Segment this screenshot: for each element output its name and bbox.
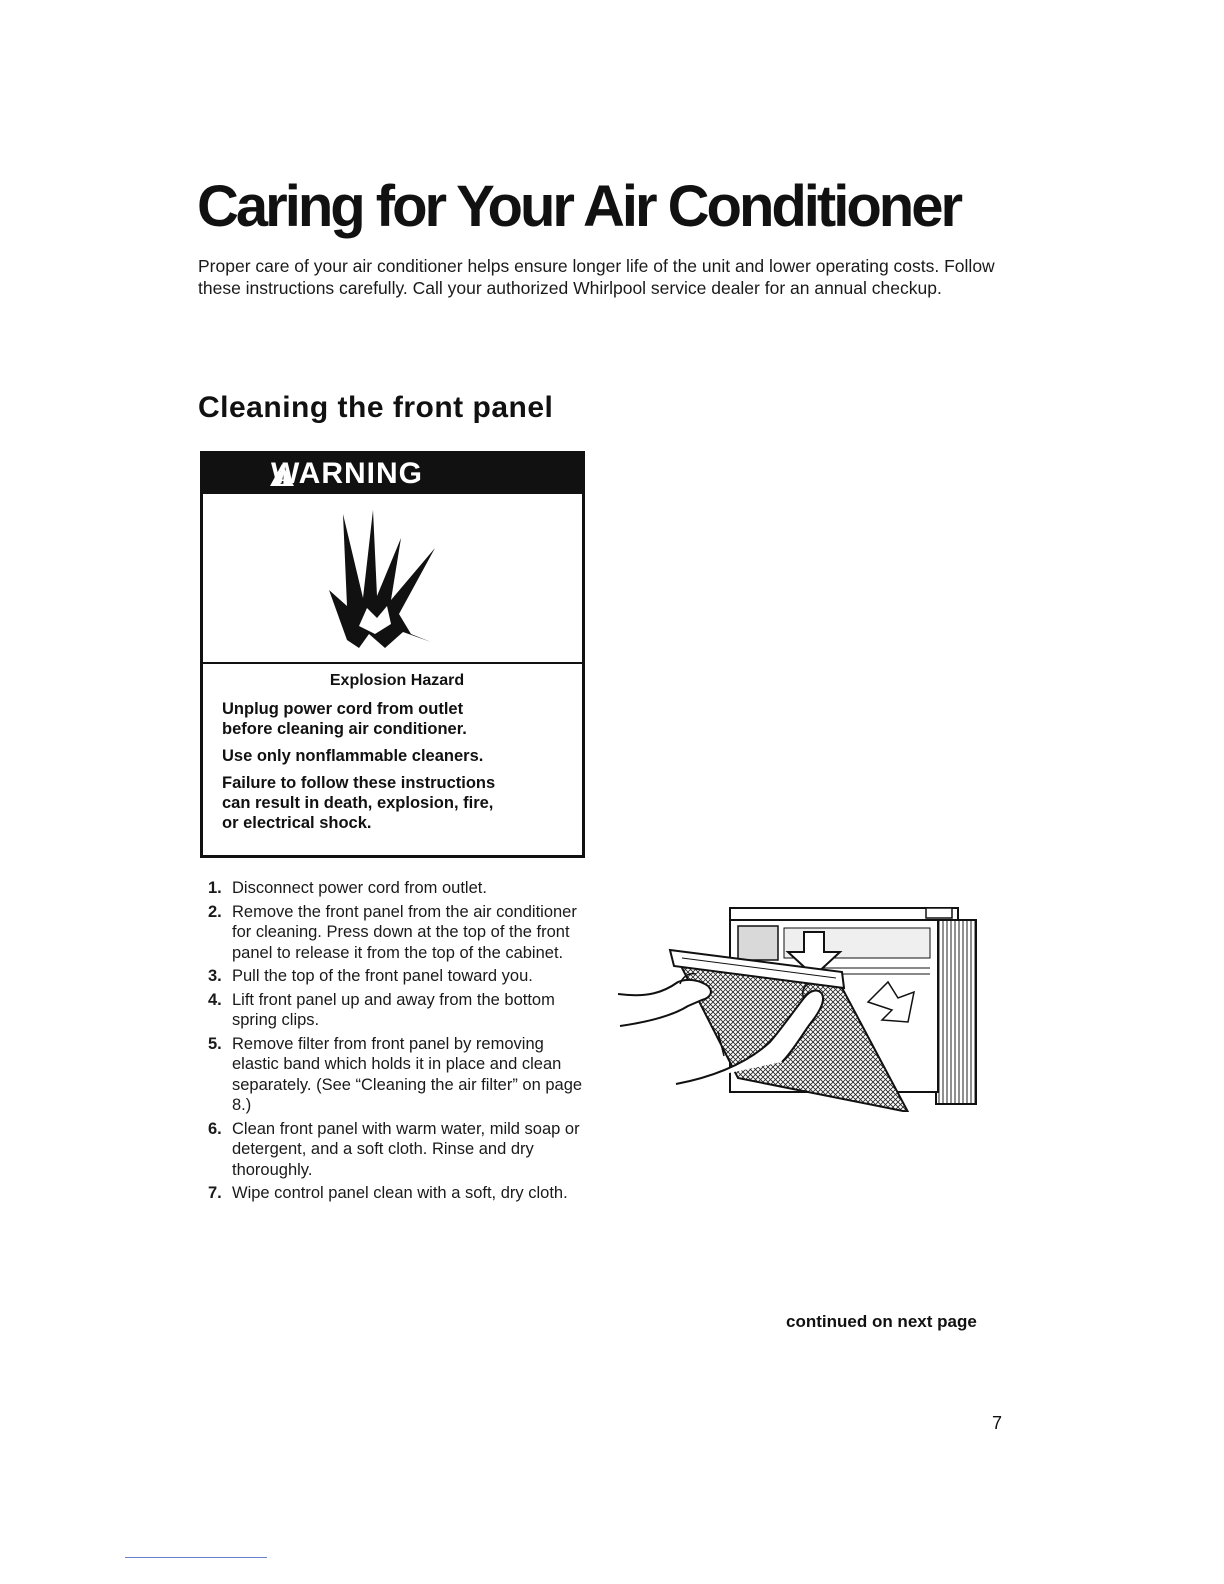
warning-title: WARNING xyxy=(271,457,423,490)
bottom-rule xyxy=(125,1557,267,1558)
step-number: 4. xyxy=(208,990,222,1009)
list-item xyxy=(208,1183,588,1204)
warning-divider xyxy=(203,662,582,664)
step-text: Lift front panel up and away from the bottom spring clips. xyxy=(232,990,555,1029)
step-number: 1. xyxy=(208,879,222,897)
page-number: 7 xyxy=(992,1413,1003,1433)
hazard-label: Explosion Hazard xyxy=(329,672,465,689)
list-item xyxy=(208,966,588,987)
list-item xyxy=(208,902,588,964)
warning-line: before cleaning air conditioner. xyxy=(222,720,467,738)
warning-line: Failure to follow these instructions xyxy=(222,774,496,792)
step-text: Disconnect power cord from outlet. xyxy=(232,879,487,897)
explosion-icon xyxy=(307,502,467,652)
continued-note: continued on next page xyxy=(786,1312,977,1331)
warning-text xyxy=(222,671,572,840)
step-text: Remove the front panel from the air conditioner for cleaning. Press down at the top of the front panel to release it from the top of the cabinet. xyxy=(232,902,577,962)
warning-line: Use only nonflammable cleaners. xyxy=(222,747,484,765)
step-number: 7. xyxy=(208,1184,222,1202)
front-panel-removal-illustration xyxy=(618,902,988,1112)
warning-paragraph xyxy=(222,746,572,766)
step-number: 2. xyxy=(208,902,222,921)
page-title: Caring for Your Air Conditioner xyxy=(197,174,961,239)
warning-line: or electrical shock. xyxy=(222,814,372,832)
warning-paragraph xyxy=(222,699,572,739)
list-item xyxy=(208,990,588,1031)
list-item xyxy=(208,1119,588,1181)
step-text: Wipe control panel clean with a soft, dry cloth. xyxy=(232,1184,568,1202)
step-number: 3. xyxy=(208,967,222,985)
steps-list xyxy=(208,878,588,1207)
step-number: 5. xyxy=(208,1034,222,1053)
section-heading: Cleaning the front panel xyxy=(198,391,554,424)
warning-box xyxy=(200,451,585,858)
warning-line: can result in death, explosion, fire, xyxy=(222,794,494,812)
warning-header xyxy=(203,454,582,494)
intro-paragraph: Proper care of your air conditioner helps ensure longer life of the unit and lower operating costs. Follow these instructions carefully. Call your authorized Whirlpool service dealer for an annual checkup. xyxy=(198,256,995,298)
step-text: Remove filter from front panel by removing elastic band which holds it in place and clean separately. (See “Cleaning the air filter” on page 8.) xyxy=(232,1034,583,1114)
warning-paragraph xyxy=(222,773,572,833)
step-text: Clean front panel with warm water, mild soap or detergent, and a soft cloth. Rinse and dry thoroughly. xyxy=(232,1119,580,1179)
step-text: Pull the top of the front panel toward you. xyxy=(232,967,533,985)
step-number: 6. xyxy=(208,1119,222,1138)
list-item xyxy=(208,878,588,899)
list-item xyxy=(208,1034,588,1116)
warning-line: Unplug power cord from outlet xyxy=(222,700,464,718)
